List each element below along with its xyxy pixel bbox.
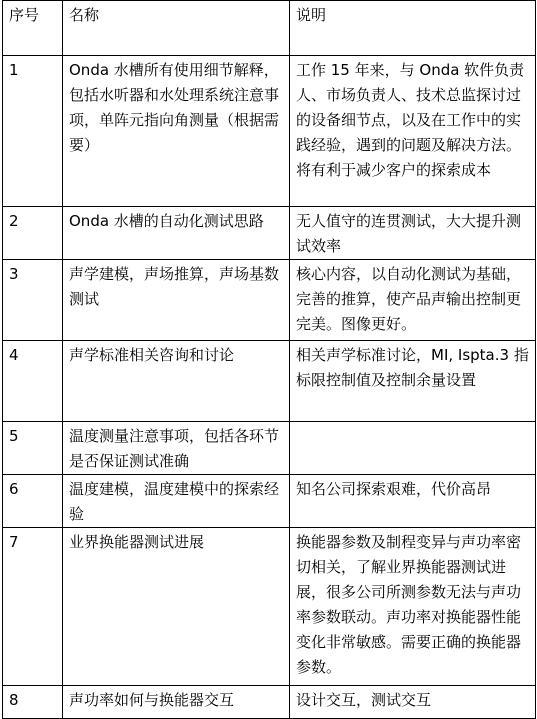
info-table bbox=[2, 0, 536, 719]
row-index: 4 bbox=[3, 341, 63, 422]
row-index: 1 bbox=[3, 56, 63, 207]
row-description: 核心内容，以自动化测试为基础，完善的推算，使产品声输出控制更完美。图像更好。 bbox=[290, 260, 536, 341]
row-index: 8 bbox=[3, 686, 63, 719]
table-row bbox=[3, 341, 536, 422]
header-name: 名称 bbox=[63, 1, 290, 56]
row-name: Onda 水槽所有使用细节解释，包括水听器和水处理系统注意事项，单阵元指向角测量（根据需要） bbox=[63, 56, 290, 207]
table-row bbox=[3, 56, 536, 207]
table-row bbox=[3, 528, 536, 686]
row-index: 5 bbox=[3, 422, 63, 475]
row-description bbox=[290, 422, 536, 475]
header-description: 说明 bbox=[290, 1, 536, 56]
row-index: 6 bbox=[3, 475, 63, 528]
row-name: 温度建模，温度建模中的探索经验 bbox=[63, 475, 290, 528]
header-index: 序号 bbox=[3, 1, 63, 56]
row-name: 声学标准相关咨询和讨论 bbox=[63, 341, 290, 422]
row-name: 业界换能器测试进展 bbox=[63, 528, 290, 686]
row-index: 3 bbox=[3, 260, 63, 341]
row-name: 声学建模，声场推算，声场基数测试 bbox=[63, 260, 290, 341]
row-description: 知名公司探索艰难，代价高昂 bbox=[290, 475, 536, 528]
row-description: 工作 15 年来，与 Onda 软件负责人、市场负责人、技术总监探讨过的设备细节点，以及在工作中的实践经验，遇到的问题及解决方法。将有利于减少客户的探索成本 bbox=[290, 56, 536, 207]
row-name: 声功率如何与换能器交互 bbox=[63, 686, 290, 719]
row-description: 设计交互，测试交互 bbox=[290, 686, 536, 719]
row-name: Onda 水槽的自动化测试思路 bbox=[63, 207, 290, 260]
table-row bbox=[3, 207, 536, 260]
table-row bbox=[3, 475, 536, 528]
table-row bbox=[3, 260, 536, 341]
table-header-row bbox=[3, 1, 536, 56]
table-row bbox=[3, 422, 536, 475]
row-description: 无人值守的连贯测试，大大提升测试效率 bbox=[290, 207, 536, 260]
row-name: 温度测量注意事项，包括各环节是否保证测试准确 bbox=[63, 422, 290, 475]
row-index: 7 bbox=[3, 528, 63, 686]
row-index: 2 bbox=[3, 207, 63, 260]
row-description: 换能器参数及制程变异与声功率密切相关，了解业界换能器测试进展，很多公司所测参数无法与声功率参数联动。声功率对换能器性能变化非常敏感。需要正确的换能器参数。 bbox=[290, 528, 536, 686]
row-description: 相关声学标准讨论，MI, Ispta.3 指标限控制值及控制余量设置 bbox=[290, 341, 536, 422]
